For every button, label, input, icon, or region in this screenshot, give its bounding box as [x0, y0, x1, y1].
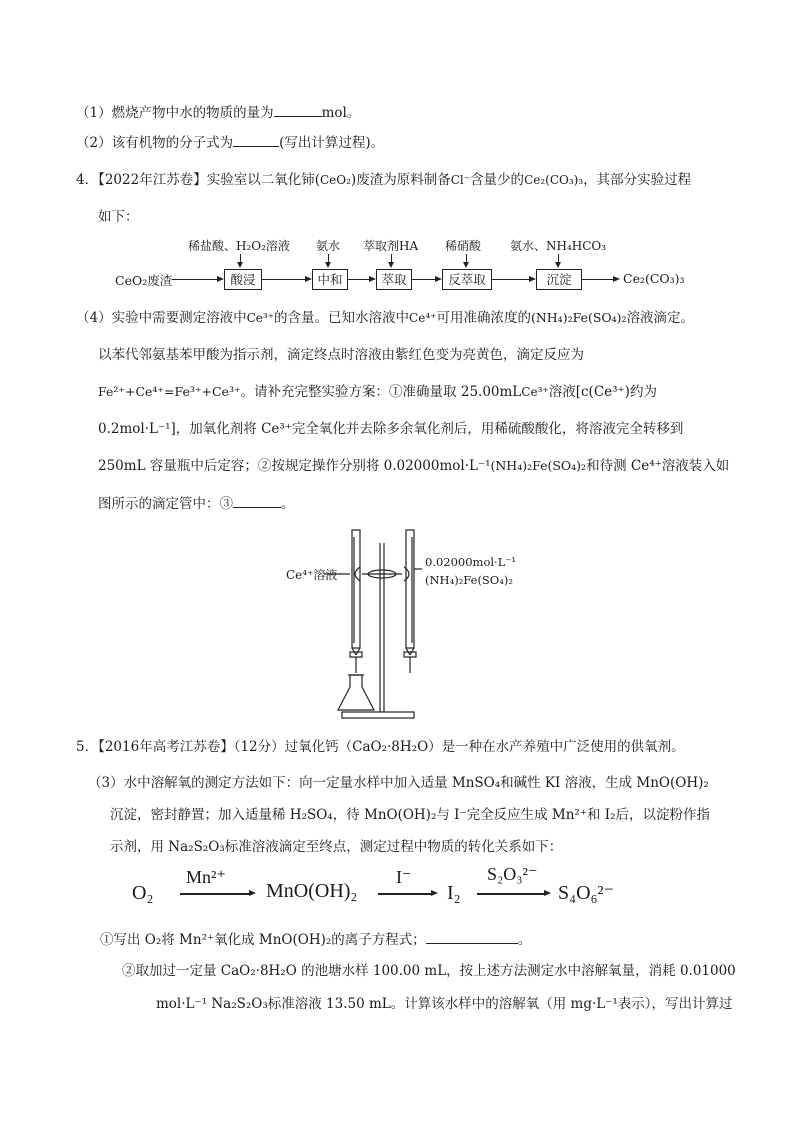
left-burette	[352, 530, 360, 648]
right-burette	[406, 530, 414, 648]
flow-arrow	[412, 279, 436, 280]
flow-arrow	[262, 279, 306, 280]
q4-p-line3	[98, 382, 657, 402]
q5-p-line3: 示剂，用 Na₂S₂O₃标准溶液滴定至终点，测定过程中物质的转化关系如下：	[110, 839, 563, 855]
chain-s4o6: S₄O₆²⁻	[558, 882, 615, 904]
chain-arrow	[477, 893, 545, 895]
down-arrow-icon	[325, 262, 331, 268]
down-arrow-icon	[555, 262, 561, 268]
q4-p-line5	[98, 456, 729, 476]
flow-arrow	[492, 279, 530, 280]
chain-arrow	[378, 893, 432, 895]
flow-step-precipitate: 沉淀	[536, 269, 582, 290]
text: ①写出 O₂将 Mn²⁺氧化成 MnO(OH)₂的离子方程式；	[100, 932, 426, 948]
text: 约为	[629, 384, 657, 400]
text: 溶液滴定。	[626, 310, 695, 326]
answer-blank[interactable]	[426, 929, 518, 944]
text: 。	[281, 496, 295, 512]
flow-arrow	[172, 279, 218, 280]
concentration: c(Ce³⁺)	[581, 384, 630, 400]
flow-start: CeO₂废渣	[115, 273, 173, 288]
chain-iminus: I⁻	[396, 867, 412, 887]
titration-figure	[280, 525, 540, 725]
right-arrow-icon	[544, 890, 551, 896]
flow-step-extract: 萃取	[376, 269, 412, 290]
q-sub2-text: （2）该有机物的分子式为	[76, 135, 234, 151]
q5-intro: 过氧化钙（CaO₂·8H₂O）是一种在水产养殖中广泛使用的供氧剂。	[284, 739, 685, 755]
salt-formula: (NH₄)₂Fe(SO₄)₂	[490, 458, 587, 473]
down-arrow-icon	[463, 262, 469, 268]
flow-reagent-2: 氨水	[316, 239, 341, 253]
q5-score: （12分）	[233, 739, 285, 755]
chain-arrow	[180, 893, 250, 895]
chain-o2: O₂	[132, 882, 154, 904]
right-arrow-icon	[217, 276, 224, 282]
q-sub1-unit: mol。	[321, 105, 361, 121]
q4-cl: Cl⁻	[450, 173, 471, 187]
conical-flask	[338, 675, 374, 710]
right-arrow-icon	[435, 276, 442, 282]
q5-sub2-line2: mol·L⁻¹ Na₂S₂O₃标准溶液 13.50 mL。计算该水样中的溶解氧（用 mg·L⁻¹表示），写出计算过	[156, 996, 733, 1012]
text: （4）实验中需要测定溶液中	[76, 310, 247, 326]
right-arrow-icon	[431, 890, 438, 896]
flow-reagent-5: 氨水、NH₄HCO₃	[510, 239, 607, 253]
salt-formula: (NH₄)₂Fe(SO₄)₂	[530, 310, 627, 325]
text: 。请补充完整实验方案：①准确量取 25.00mL	[240, 384, 522, 400]
q5-p-line1: （3）水中溶解氧的测定方法如下：向一定量水样中加入适量 MnSO₄和碱性 KI 溶液，生成 MnO(OH)₂	[88, 775, 709, 791]
q4-p-line4: 0.2mol·L⁻¹]，加氧化剂将 Ce³⁺完全氧化并去除多余氧化剂后，用稀硫酸酸化，将溶液完全转移到	[98, 421, 684, 437]
right-arrow-icon	[613, 276, 620, 282]
q4-p-line2: 以苯代邻氨基苯甲酸为指示剂，滴定终点时溶液由紫红色变为亮黄色，滴定反应为	[98, 347, 584, 363]
flow-step-neutralize: 中和	[312, 269, 348, 290]
right-arrow-icon	[529, 276, 536, 282]
q5-sub1	[100, 929, 531, 950]
ce3-ion: Ce³⁺	[521, 385, 549, 399]
q4-intro-line2: 如下：	[98, 209, 139, 225]
q5-sub2-line1: ②取加过一定量 CaO₂·8H₂O 的池塘水样 100.00 mL，按上述方法测定水中溶解氧量，消耗 0.01000	[122, 963, 736, 979]
figure-label-ce4: Ce⁴⁺溶液	[286, 568, 338, 582]
right-arrow-icon	[305, 276, 312, 282]
flow-diagram	[0, 0, 794, 300]
q4-source-tag: 【2022年江苏卷】	[98, 172, 207, 188]
answer-blank[interactable]	[233, 493, 281, 508]
q4-p-line1	[76, 308, 694, 328]
chain-mnooh2: MnO(OH)₂	[266, 880, 358, 902]
text: 250mL 容量瓶中后定容；②按规定操作分别将 0.02000mol·L⁻¹	[98, 458, 491, 474]
chain-mn2plus: Mn²⁺	[186, 867, 226, 887]
chain-s2o3: S₂O₃²⁻	[487, 864, 538, 884]
text: 溶液[	[548, 384, 581, 400]
text: 的含量。已知水溶液中	[274, 310, 410, 326]
q4-product: Ce₂(CO₃)₃	[524, 173, 584, 187]
flow-reagent-3: 萃取剂HA	[363, 239, 419, 253]
text: 。	[517, 932, 532, 948]
q4-number: 4．	[76, 172, 99, 188]
q4-intro-a: 实验室以二氧化铈(	[206, 172, 320, 188]
flow-step-back-extract: 反萃取	[442, 269, 492, 290]
q4-intro-d: ，其部分实验过程	[583, 172, 692, 188]
down-arrow-icon	[388, 262, 394, 268]
right-arrow-icon	[369, 276, 376, 282]
down-arrow-icon	[237, 262, 243, 268]
stand-base	[342, 712, 414, 718]
flow-reagent-4: 稀硝酸	[445, 239, 482, 253]
q4-p-line6	[98, 493, 295, 514]
flow-arrow	[582, 279, 614, 280]
flow-arrow	[348, 279, 370, 280]
figure-label-salt: (NH₄)₂Fe(SO₄)₂	[425, 573, 513, 587]
q-sub2-tail: (写出计算过程)。	[279, 135, 385, 151]
flow-end: Ce₂(CO₃)₃	[623, 271, 685, 286]
chain-i2: I₂	[447, 882, 461, 904]
flow-step-acid-leach: 酸浸	[224, 269, 262, 290]
q-sub1-text: （1）燃烧产物中水的物质的量为	[76, 105, 274, 121]
text: 图所示的滴定管中：③	[98, 496, 233, 512]
titration-equation: Fe²⁺+Ce⁴⁺=Fe³⁺+Ce³⁺	[98, 384, 241, 399]
ce3-ion: Ce³⁺	[246, 311, 275, 325]
q5-header	[76, 737, 685, 757]
q5-source-tag: 【2016年高考江苏卷】	[98, 739, 234, 755]
text: 可用准确浓度的	[436, 310, 531, 326]
text: 和待测 Ce⁴⁺溶液装入如	[586, 458, 730, 474]
q4-ceo2: CeO₂	[319, 173, 351, 187]
q4-intro-b: )废渣为原料制备	[350, 172, 451, 188]
q5-p-line2: 沉淀，密封静置；加入适量稀 H₂SO₄，待 MnO(OH)₂与 I⁻完全反应生成 Mn²⁺和 I₂后，以淀粉作指	[110, 807, 710, 823]
figure-label-conc: 0.02000mol·L⁻¹	[425, 555, 517, 569]
q4-intro-c: 含量少的	[470, 172, 525, 188]
ce4-ion: Ce⁴⁺	[409, 311, 437, 325]
flow-reagent-1: 稀盐酸、H₂O₂溶液	[188, 239, 290, 253]
right-arrow-icon	[249, 890, 256, 896]
q5-number: 5．	[76, 739, 99, 755]
